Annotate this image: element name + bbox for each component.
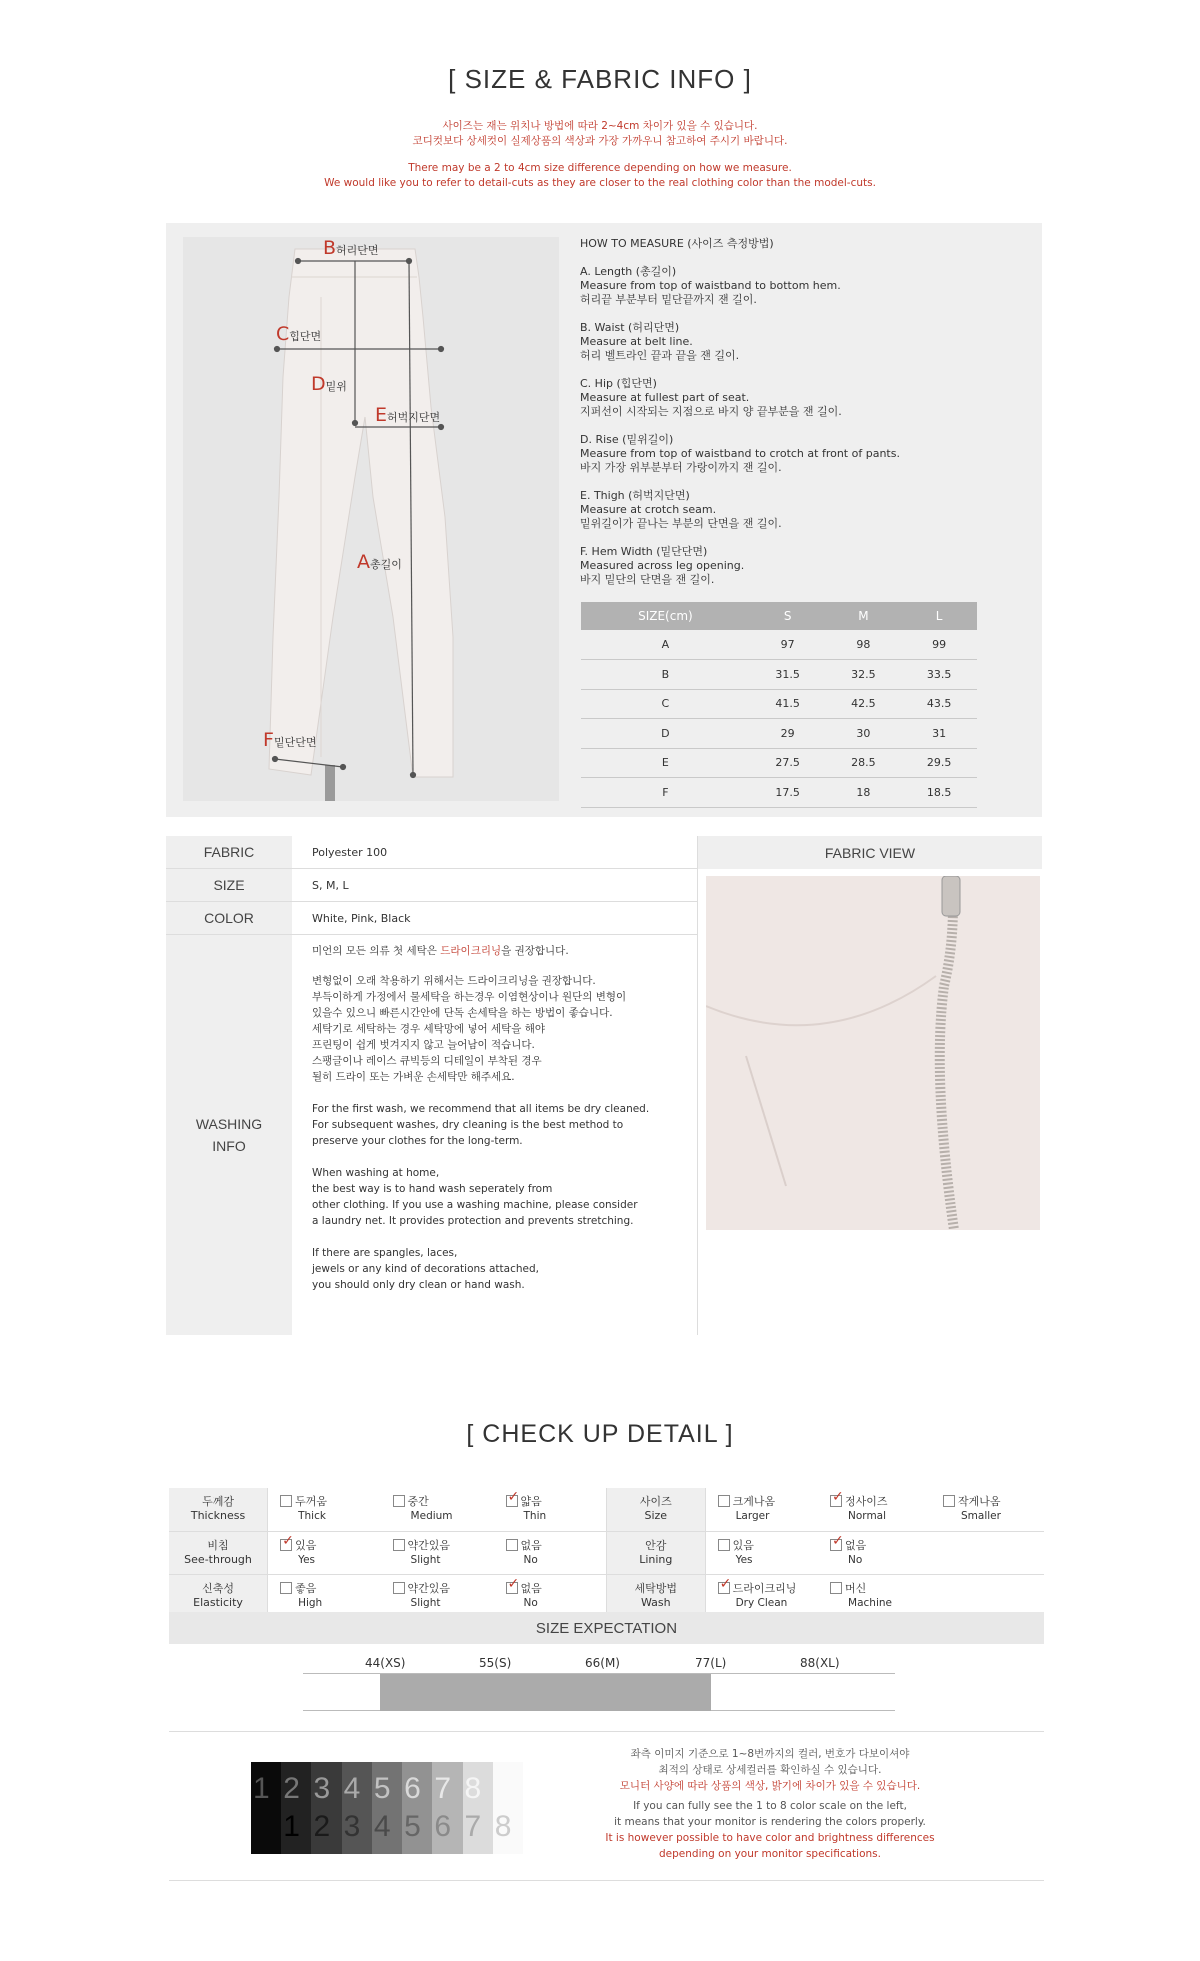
color-scale-number: 2 bbox=[313, 1810, 331, 1843]
fabric-view-label: FABRIC VIEW bbox=[698, 836, 1042, 869]
scale-label: 55(S) bbox=[479, 1656, 512, 1670]
lining-label: 안감 Lining bbox=[606, 1531, 705, 1574]
how-to-item: D. Rise (밑위길이) Measure from top of waistband to crotch at front of pants. 바지 가장 위부분부터 가랑이까지 잰 길이. bbox=[580, 433, 900, 474]
color-scale-number: 4 bbox=[343, 1772, 361, 1805]
color-value: White, Pink, Black bbox=[292, 902, 698, 934]
how-to-item: C. Hip (힙단면) Measure at fullest part of seat. 지퍼선이 시작되는 지점으로 바지 양 끝부분을 잰 길이. bbox=[580, 377, 842, 418]
size-table bbox=[581, 602, 977, 808]
checkbox[interactable] bbox=[280, 1582, 292, 1594]
size-fit-label: 사이즈 Size bbox=[606, 1488, 705, 1531]
checkbox[interactable] bbox=[393, 1582, 405, 1594]
how-to-heading: HOW TO MEASURE (사이즈 측정방법) bbox=[580, 237, 774, 250]
checkbox-checked[interactable] bbox=[506, 1582, 518, 1594]
color-scale-number: 3 bbox=[313, 1772, 331, 1805]
color-swatch bbox=[493, 1762, 523, 1854]
table-row: C 41.5 42.5 43.5 bbox=[581, 689, 977, 719]
size-table-header bbox=[581, 602, 977, 630]
color-row bbox=[166, 902, 698, 935]
color-swatch bbox=[311, 1762, 341, 1854]
fabric-label: FABRIC bbox=[166, 836, 292, 868]
how-to-item: B. Waist (허리단면) Measure at belt line. 허리 벨트라인 끝과 끝을 잰 길이. bbox=[580, 321, 740, 362]
color-scale-number: 1 bbox=[253, 1772, 270, 1805]
check-row bbox=[169, 1531, 1044, 1574]
fabric-value: Polyester 100 bbox=[292, 836, 698, 868]
color-swatch bbox=[402, 1762, 432, 1854]
size-value: S, M, L bbox=[292, 869, 698, 901]
table-row: E 27.5 28.5 29.5 bbox=[581, 748, 977, 778]
label-f: F밑단단면 bbox=[263, 729, 317, 751]
color-scale-number: 1 bbox=[283, 1810, 300, 1843]
label-b: B허리단면 bbox=[323, 237, 379, 259]
size-smaller[interactable]: 작게나옴 Smaller bbox=[931, 1488, 1044, 1531]
checkbox[interactable] bbox=[393, 1495, 405, 1507]
color-scale-number: 4 bbox=[373, 1810, 391, 1843]
header-cell: SIZE(cm) bbox=[581, 602, 750, 630]
thickness-label: 두께감 Thickness bbox=[169, 1488, 268, 1531]
size-label: SIZE bbox=[166, 869, 292, 901]
checkbox[interactable] bbox=[943, 1495, 955, 1507]
washing-label: WASHING INFO bbox=[166, 935, 292, 1335]
notice-en-2: We would like you to refer to detail-cuts as they are closer to the real clothing color than the model-cuts. bbox=[324, 177, 876, 189]
wash-machine[interactable]: 머신 Machine bbox=[818, 1574, 931, 1617]
how-to-item: E. Thigh (허벅지단면) Measure at crotch seam. 밑위길이가 끝나는 부분의 단면을 잰 길이. bbox=[580, 489, 782, 530]
color-scale-number: 2 bbox=[283, 1772, 300, 1805]
color-scale-number: 7 bbox=[434, 1772, 451, 1805]
thickness-medium[interactable]: 중간 Medium bbox=[381, 1488, 494, 1531]
size-expectation-range bbox=[380, 1674, 712, 1711]
see-through-slight[interactable]: 약간있음 Slight bbox=[381, 1531, 494, 1574]
table-row: A 97 98 99 bbox=[581, 630, 977, 660]
elasticity-no[interactable]: ✓없음 No bbox=[494, 1574, 607, 1617]
size-larger[interactable]: 크게나옴 Larger bbox=[705, 1488, 818, 1531]
color-swatch bbox=[251, 1762, 281, 1854]
lining-yes[interactable]: 있음 Yes bbox=[705, 1531, 818, 1574]
color-scale-number: 8 bbox=[464, 1772, 482, 1805]
divider bbox=[169, 1731, 1044, 1732]
lining-no[interactable]: ✓없음 No bbox=[818, 1531, 931, 1574]
checkbox-checked[interactable] bbox=[506, 1495, 518, 1507]
thickness-thick[interactable]: 두꺼움 Thick bbox=[268, 1488, 381, 1531]
checkbox[interactable] bbox=[718, 1539, 730, 1551]
color-scale-number: 8 bbox=[494, 1810, 512, 1843]
label-c: C힙단면 bbox=[276, 323, 322, 345]
label-e: E허벅지단면 bbox=[375, 404, 441, 426]
checkbox[interactable] bbox=[830, 1582, 842, 1594]
color-scale-number: 3 bbox=[343, 1810, 361, 1843]
notice-kr-1: 사이즈는 재는 위치나 방법에 따라 2~4cm 차이가 있을 수 있습니다. bbox=[442, 120, 758, 132]
color-swatch bbox=[463, 1762, 493, 1854]
checkbox[interactable] bbox=[506, 1539, 518, 1551]
notice-en-1: There may be a 2 to 4cm size difference depending on how we measure. bbox=[408, 162, 792, 174]
size-expectation-title: SIZE EXPECTATION bbox=[169, 1612, 1044, 1644]
header-cell: L bbox=[901, 602, 977, 630]
fabric-view-image bbox=[706, 876, 1040, 1230]
wash-dry-clean[interactable]: ✓드라이크리닝 Dry Clean bbox=[705, 1574, 818, 1617]
table-row: F 17.5 18 18.5 bbox=[581, 778, 977, 808]
color-label: COLOR bbox=[166, 902, 292, 934]
color-scale-number: 5 bbox=[373, 1772, 391, 1805]
checkbox-checked[interactable] bbox=[830, 1495, 842, 1507]
wash-first: 미언의 모든 의류 첫 세탁은 드라이크리닝을 권장합니다. bbox=[312, 945, 569, 957]
fabric-row bbox=[166, 836, 698, 869]
label-a: A총길이 bbox=[357, 551, 402, 573]
how-to-item: A. Length (총길이) Measure from top of waistband to bottom hem. 허리끝 부분부터 밑단끝까지 잰 길이. bbox=[580, 265, 841, 306]
color-scale-number: 5 bbox=[404, 1810, 421, 1843]
check-detail-title: [ CHECK UP DETAIL ] bbox=[466, 1420, 734, 1448]
color-scale-notes: 좌측 이미지 기준으로 1~8번까지의 컬러, 번호가 다보이셔야 최적의 상태로 상세컬러를 확인하실 수 있습니다. 모니터 사양에 따라 상품의 색상, 밝기에 차이가 있을 수 있습니다. If you can fully see the 1 to 8 color scale on the left, it means that your monitor is rendering the colors properly. It is however possible to have color and brightness differences depending on your monitor specifications. bbox=[605, 1748, 935, 1860]
table-row: B 31.5 32.5 33.5 bbox=[581, 660, 977, 690]
scale-label: 66(M) bbox=[585, 1656, 620, 1670]
color-scale-number: 7 bbox=[464, 1810, 482, 1843]
divider bbox=[169, 1880, 1044, 1881]
see-through-no[interactable]: 없음 No bbox=[494, 1531, 607, 1574]
color-swatch bbox=[432, 1762, 462, 1854]
elasticity-slight[interactable]: 약간있음 Slight bbox=[381, 1574, 494, 1617]
color-swatch bbox=[281, 1762, 311, 1854]
wash-label: 세탁방법 Wash bbox=[606, 1574, 705, 1617]
checkbox-checked[interactable] bbox=[718, 1582, 730, 1594]
color-scale-number: 6 bbox=[434, 1810, 451, 1843]
checkbox-checked[interactable] bbox=[280, 1539, 292, 1551]
header-cell: S bbox=[750, 602, 826, 630]
how-to-measure bbox=[580, 237, 940, 601]
check-detail-table bbox=[169, 1488, 1044, 1618]
color-swatch bbox=[342, 1762, 372, 1854]
table-row: D 29 30 31 bbox=[581, 719, 977, 749]
checkbox[interactable] bbox=[393, 1539, 405, 1551]
size-fabric-title: [ SIZE & FABRIC INFO ] bbox=[448, 64, 752, 94]
elasticity-high[interactable]: 좋음 High bbox=[268, 1574, 381, 1617]
check-row bbox=[169, 1574, 1044, 1617]
checkbox[interactable] bbox=[280, 1495, 292, 1507]
see-through-yes[interactable]: ✓있음 Yes bbox=[268, 1531, 381, 1574]
see-through-label: 비침 See-through bbox=[169, 1531, 268, 1574]
scale-label: 44(XS) bbox=[365, 1656, 406, 1670]
scale-label: 88(XL) bbox=[800, 1656, 840, 1670]
color-scale-gradient bbox=[251, 1762, 523, 1854]
how-to-item: F. Hem Width (밑단단면) Measured across leg opening. 바지 밑단의 단면을 잰 길이. bbox=[580, 545, 745, 586]
fabric-table bbox=[166, 836, 698, 1335]
notice-kr-2: 코디컷보다 상세컷이 실제상품의 색상과 가장 가까우니 참고하여 주시기 바랍니다. bbox=[412, 135, 788, 147]
scale-label: 77(L) bbox=[695, 1656, 727, 1670]
check-row bbox=[169, 1488, 1044, 1531]
color-swatch bbox=[372, 1762, 402, 1854]
washing-info: 미언의 모든 의류 첫 세탁은 드라이크리닝을 권장합니다. 변형없이 오래 착용하기 위해서는 드라이크리닝을 권장합니다. 부득이하게 가정에서 물세탁을 하는경우 이염현상이나 원단의 변형이 있을수 있으니 빠른시간안에 단독 손세탁을 하는 방법이 좋습니다. 세탁기로 세탁하는 경우 세탁망에 넣어 세탁을 해야 프린팅이 쉽게 벗겨지지 않고 늘어남이 적습니다. 스팽글이나 레이스 큐빅등의 디테일이 부착된 경우 될히 드라이 또는 가벼운 손세탁만 해주세요. For the first wash, we recommend that all items be dry cleaned. For subsequent washes, dry cleaning is the best method to preserve your clothes for the long-term. When washing at home, the best way is to hand wash seperately from other clothing. If you use a washing machine, please consider a laundry net. It provides protection and prevents stretching. If there are spangles, laces, jewels or any kind of decorations attached, you should only dry clean or hand wash. bbox=[292, 935, 698, 1335]
pants-measure-diagram bbox=[183, 237, 559, 801]
washing-row bbox=[166, 935, 698, 1335]
label-d: D밑위 bbox=[311, 373, 347, 395]
checkbox[interactable] bbox=[718, 1495, 730, 1507]
thickness-thin[interactable]: ✓얇음 Thin bbox=[494, 1488, 607, 1531]
elasticity-label: 신축성 Elasticity bbox=[169, 1574, 268, 1617]
size-row bbox=[166, 869, 698, 902]
size-normal[interactable]: ✓정사이즈 Normal bbox=[818, 1488, 931, 1531]
size-expectation-bar bbox=[303, 1673, 895, 1711]
color-scale-number: 6 bbox=[404, 1772, 421, 1805]
header-cell: M bbox=[826, 602, 902, 630]
checkbox-checked[interactable] bbox=[830, 1539, 842, 1551]
size-notice bbox=[0, 119, 1200, 191]
